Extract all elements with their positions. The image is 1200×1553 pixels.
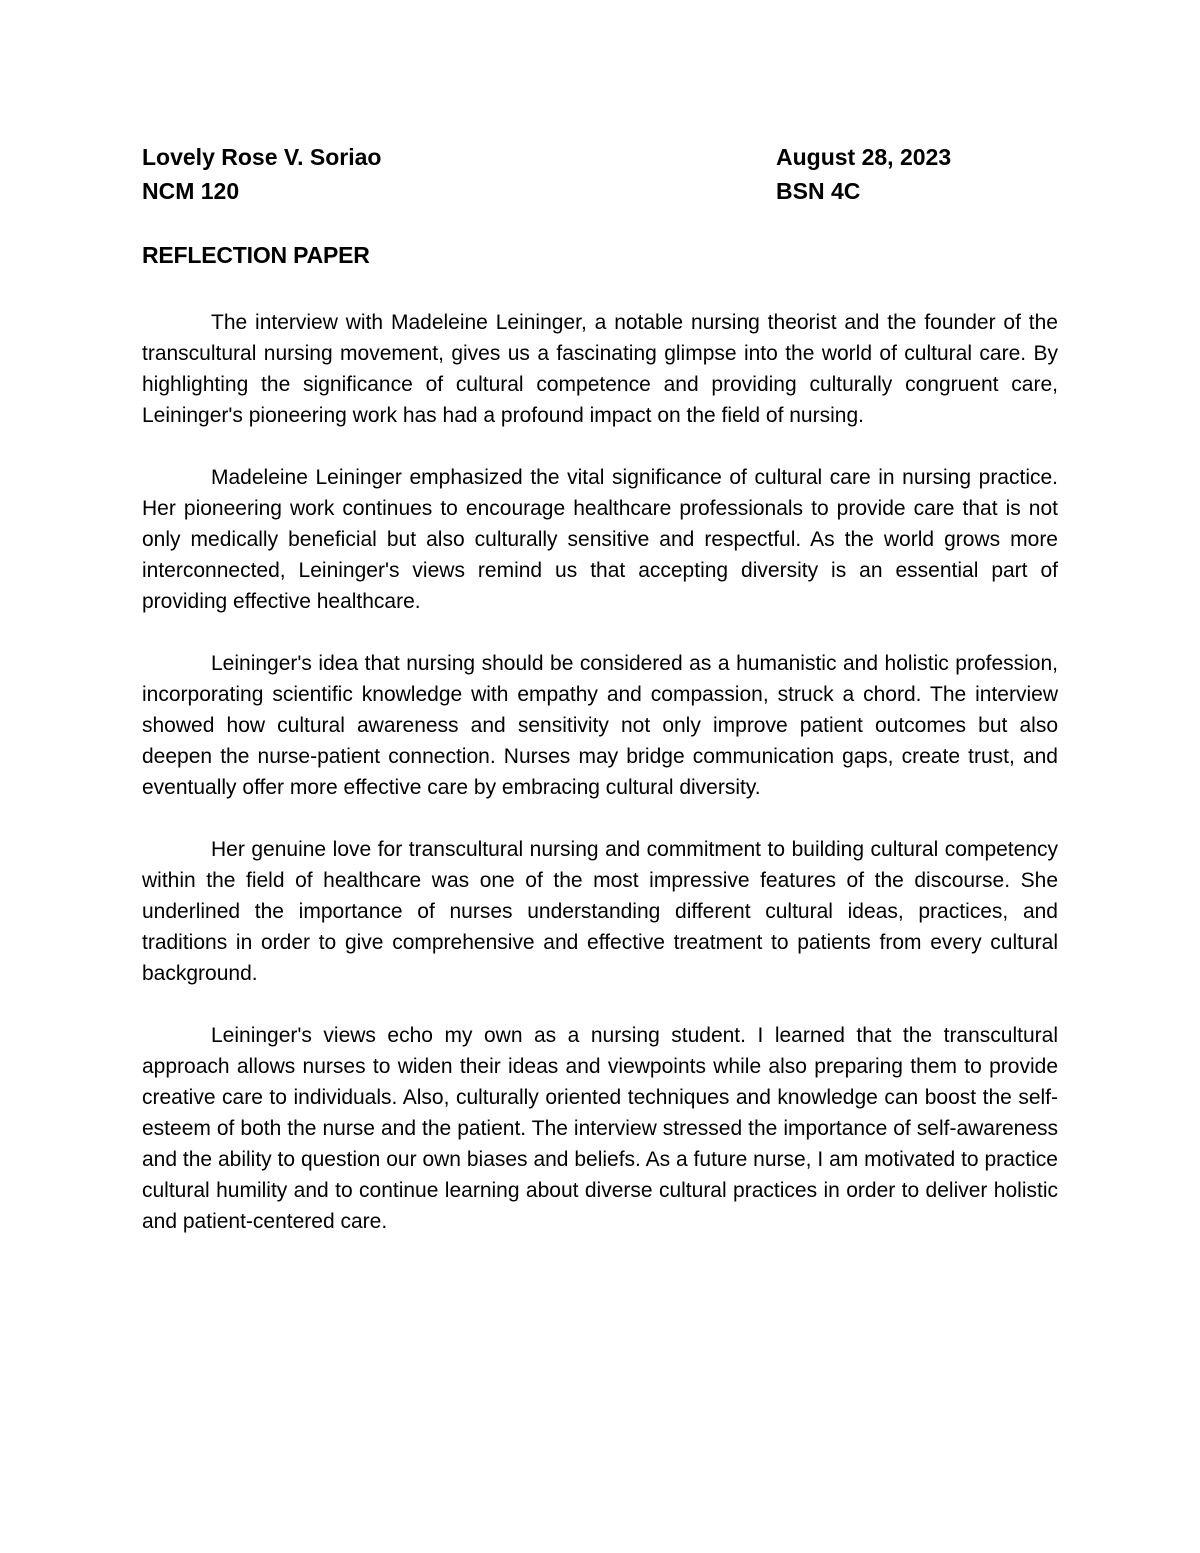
body-paragraph-5: Leininger's views echo my own as a nursing student. I learned that the transcultural approach allows nurses to widen their ideas and viewpoints while also preparing them to provide creative care to individuals. Also, culturally oriented techniques and knowledge can boost the self-esteem of both the nurse and the patient. The interview stressed the importance of self-awareness and the ability to question our own biases and beliefs. As a future nurse, I am motivated to practice cultural humility and to continue learning about diverse cultural practices in order to deliver holistic and patient-centered care.	[142, 1024, 1058, 1233]
body-paragraph-2: Madeleine Leininger emphasized the vital significance of cultural care in nursing practice. Her pioneering work continues to encourage healthcare professionals to provide care that is not only medically beneficial but also culturally sensitive and respectful. As the world grows more interconnected, Leininger's views remind us that accepting diversity is an essential part of providing effective healthcare.	[142, 466, 1058, 613]
document-title: REFLECTION PAPER	[142, 242, 370, 268]
class-section: BSN 4C	[776, 178, 861, 204]
body-paragraph-3: Leininger's idea that nursing should be considered as a humanistic and holistic profession, incorporating scientific knowledge with empathy and compassion, struck a chord. The interview showed how cultural awareness and sensitivity not only improve patient outcomes but also deepen the nurse-patient connection. Nurses may bridge communication gaps, create trust, and eventually offer more effective care by embracing cultural diversity.	[142, 652, 1058, 799]
body-paragraph-4: Her genuine love for transcultural nursing and commitment to building cultural competency within the field of healthcare was one of the most impressive features of the discourse. She underlined the importance of nurses understanding different cultural ideas, practices, and traditions in order to give comprehensive and effective treatment to patients from every cultural background.	[142, 838, 1058, 985]
document-page	[142, 140, 1058, 1237]
author-name: Lovely Rose V. Soriao	[142, 144, 382, 170]
header-row-2	[142, 174, 1058, 208]
course-code: NCM 120	[142, 178, 240, 204]
document-date: August 28, 2023	[776, 144, 952, 170]
header-row-1	[142, 140, 1058, 174]
body-paragraph-1: The interview with Madeleine Leininger, a notable nursing theorist and the founder of the transcultural nursing movement, gives us a fascinating glimpse into the world of cultural care. By highlighting the significance of cultural competence and providing culturally congruent care, Leininger's pioneering work has had a profound impact on the field of nursing.	[142, 311, 1058, 427]
